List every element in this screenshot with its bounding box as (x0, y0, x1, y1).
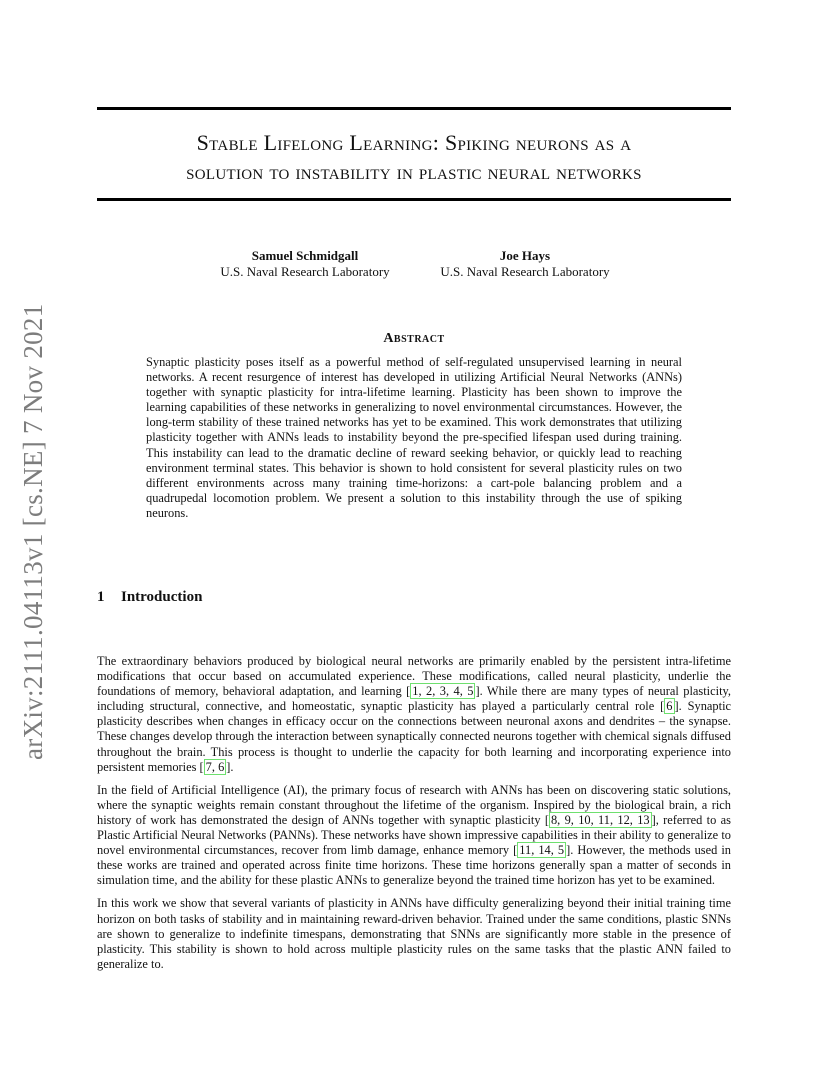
title-bottom-rule (97, 198, 731, 201)
author-name: Joe Hays (499, 248, 551, 263)
citation-link[interactable]: 8, 9, 10, 11, 12, 13 (550, 812, 650, 827)
paper-title (97, 128, 731, 186)
citation-link[interactable]: 1, 2, 3, 4, 5 (412, 684, 474, 699)
author-affiliation: U.S. Naval Research Laboratory (220, 264, 390, 279)
text-run: ]. Synaptic plasticity describes when changes in efficacy occur on the connections between neuronal axons and dendrites – the synapse. These changes develop through the interaction between synaptically connected neurons together with chemical signals diffused throughout the brain. This process is thought to underlie the capacity for both learning and incorporating experience into persistent memories [ (97, 699, 732, 774)
section-heading (97, 589, 202, 606)
text-run: ], referred to as Plastic Artificial Neural Networks (PANNs). These networks have shown impressive capabilities in their ability to generalize to novel environmental circumstances, recover from limb damage, enhance memory [ (97, 812, 731, 858)
paragraph-3: In this work we show that several variants of plasticity in ANNs have difficulty generalizing beyond their initial training time horizon on both tasks of stability and in maintaining reward-driven behavior. Trained under the same conditions, plastic SNNs are shown to generalize to indefinite timespans, demonstrating that SNNs are significantly more stable in the presence of plasticity. This stability is shown to hold across multiple plasticity rules on the same tasks that the plastic ANN failed to generalize to. (97, 896, 731, 971)
citation-link[interactable]: 6 (666, 699, 673, 714)
section-title: Introduction (121, 589, 203, 605)
section-number: 1 (97, 589, 105, 605)
text-run: ]. While there are many types of neural plasticity, including structural, connective, and homeostatic, synaptic plasticity has played a particularly central role [ (97, 684, 732, 714)
title-top-rule (97, 107, 731, 110)
title-line-1: Stable Lifelong Learning: Spiking neurons as a (196, 130, 632, 155)
paragraph-2 (97, 783, 731, 889)
author-block-2 (420, 248, 630, 280)
text-run: ]. (226, 759, 234, 774)
text-run: The extraordinary behaviors produced by biological neural networks are primarily enabled by the persistent intra-lifetime modifications that occur based on accumulated experience. These modifications, called neural plasticity, underlie the foundations of memory, behavioral adaptation, and learning [ (97, 654, 731, 699)
title-line-2: solution to instability in plastic neural networks (186, 159, 642, 184)
citation-link[interactable]: 11, 14, 5 (519, 843, 565, 858)
author-affiliation: U.S. Naval Research Laboratory (440, 264, 610, 279)
abstract-text: Synaptic plasticity poses itself as a powerful method of self-regulated unsupervised learning in neural networks. A recent resurgence of interest has developed in utilizing Artificial Neural Networks (ANNs) together with synaptic plasticity for intra-lifetime learning. Plasticity has been shown to improve the learning capabilities of these networks in generalizing to novel environmental circumstances. However, the long-term stability of these trained networks has yet to be examined. This work demonstrates that utilizing plasticity together with ANNs leads to instability beyond the pre-specified lifespan used during training. This instability can lead to the dramatic decline of reward seeking behavior, or quickly lead to reaching environment terminal states. This behavior is shown to hold consistent for several plasticity rules on two different environments across many training time-horizons: a cart-pole balancing problem and a quadrupedal locomotion problem. We present a solution to this instability through the use of spiking neurons. (146, 355, 682, 520)
citation-link[interactable]: 7, 6 (205, 759, 225, 774)
text-run: ]. However, the methods used in these works are trained and operated across finite time horizons. These time horizons generally span a matter of seconds in simulation time, and the ability for these plastic ANNs to generalize beyond the trained time horizon has yet to be examined. (97, 843, 731, 888)
author-block-1 (200, 248, 410, 280)
paragraph-1 (97, 654, 731, 775)
author-name: Samuel Schmidgall (251, 248, 359, 263)
introduction-body (97, 654, 731, 980)
arxiv-identifier-stamp: arXiv:2111.04113v1 [cs.NE] 7 Nov 2021 (18, 303, 48, 760)
abstract-heading: Abstract (383, 331, 445, 346)
text-run: In the field of Artificial Intelligence (AI), the primary focus of research with ANNs has been on discovering static solutions, where the synaptic weights remain constant throughout the lifetime of the organism. Inspired by the biological brain, a rich history of work has demonstrated the design of ANNs together with synaptic plasticity [ (97, 782, 731, 827)
